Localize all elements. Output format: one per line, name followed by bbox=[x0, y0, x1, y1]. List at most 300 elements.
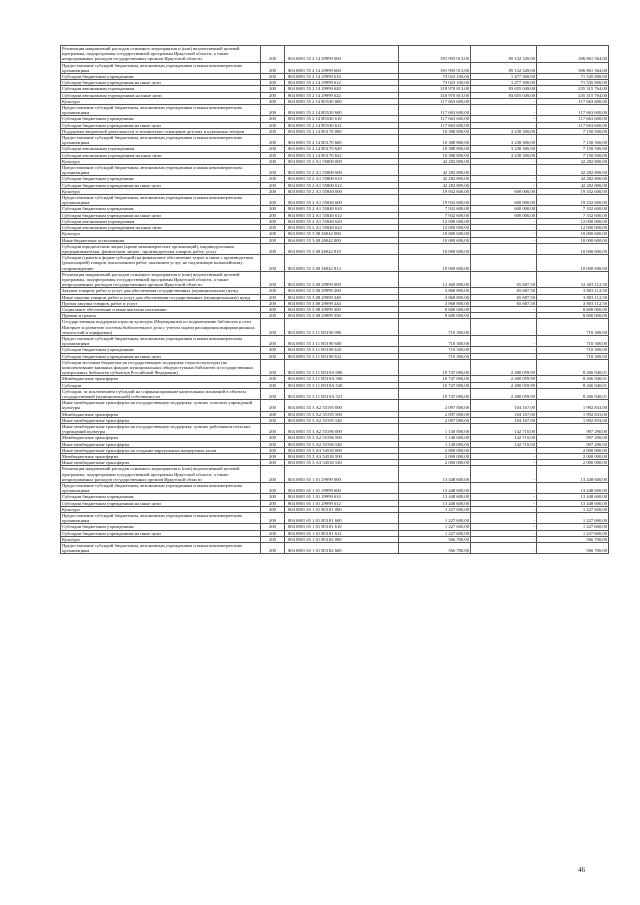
row-remainder: 1 227 600,00 bbox=[537, 530, 609, 536]
table-row bbox=[61, 513, 609, 524]
row-remainder: 42 282 800,00 bbox=[537, 176, 609, 182]
row-kbk: 804 0801 65 1 01 R5182 000 bbox=[285, 536, 399, 542]
row-amount: 117 663 600,00 bbox=[399, 98, 471, 104]
row-remainder: 8 266 940,01 bbox=[537, 382, 609, 388]
row-code: 200 bbox=[261, 152, 285, 158]
budget-table bbox=[60, 45, 609, 554]
row-kbk: 804 0801 55 2 А1 55840 600 bbox=[285, 195, 399, 206]
row-remainder: 235 315 764,00 bbox=[537, 86, 609, 92]
row-kbk: 804 0801 65 1 01 29999 610 bbox=[285, 494, 399, 500]
row-kbk: 804 0801 55 2 А1 55840 620 bbox=[285, 218, 399, 224]
row-kbk: 804 0801 65 1 01 R5181 000 bbox=[285, 506, 399, 512]
row-kbk: 804 0801 55 3 11 R5190 612 bbox=[285, 353, 399, 359]
row-amount: 710 300,00 bbox=[399, 335, 471, 346]
row-amount: 2 097 000,00 bbox=[399, 411, 471, 417]
row-amount: 117 663 600,00 bbox=[399, 105, 471, 116]
row-name: Иные межбюджетные трансферты bbox=[61, 460, 261, 466]
row-execution: 2 480 059,99 bbox=[471, 382, 537, 388]
row-execution: - bbox=[471, 460, 537, 466]
budget-table-body bbox=[61, 46, 609, 554]
row-kbk: 804 0801 55 2 14 29999 600 bbox=[285, 62, 399, 73]
row-name: Субсидии автономным учреждениям на иные цели bbox=[61, 152, 261, 158]
row-name: Субсидии бюджетным учреждениям bbox=[61, 494, 261, 500]
row-remainder: 42 282 800,00 bbox=[537, 165, 609, 176]
row-code: 200 bbox=[261, 441, 285, 447]
row-execution: 600 000,00 bbox=[471, 206, 537, 212]
table-row bbox=[61, 165, 609, 176]
row-amount: 42 282 800,00 bbox=[399, 182, 471, 188]
row-kbk: 804 0801 55 2 14 R5170 000 bbox=[285, 128, 399, 134]
row-execution: 65 687,50 bbox=[471, 271, 537, 288]
row-kbk: 804 0801 55 3 А2 55195 500 bbox=[285, 411, 399, 417]
row-amount: 10 388 800,00 bbox=[399, 135, 471, 146]
row-code: 200 bbox=[261, 231, 285, 237]
row-name: Субсидии автономным учреждениям bbox=[61, 86, 261, 92]
row-code: 200 bbox=[261, 195, 285, 206]
row-name: Социальное обеспечение и иные выплаты населению bbox=[61, 306, 261, 312]
row-execution: - bbox=[471, 231, 537, 237]
row-kbk: 804 0801 55 3 А2 55196 500 bbox=[285, 435, 399, 441]
row-kbk: 804 0801 55 2 14 29999 612 bbox=[285, 80, 399, 86]
row-amount: 10 000 600,00 bbox=[399, 231, 471, 237]
row-execution: - bbox=[471, 122, 537, 128]
row-code: 200 bbox=[261, 165, 285, 176]
row-name: Реализация направлений расходов основного мероприятия и (или) ведомственной целевой программы, подпрограммы государственной программы Иркутской области, а также непрограммных расходов государственных органов Иркутской области bbox=[61, 466, 261, 483]
row-remainder: 7 332 600,00 bbox=[537, 212, 609, 218]
row-amount: 13 448 600,00 bbox=[399, 494, 471, 500]
row-name: Государственная поддержка отрасли культуры (Мероприятия по подключению библиотек к сети Интернет и развитию системы библиотечного дела с учетом задачи расширения информационных технологий и оцифровки) bbox=[61, 319, 261, 336]
row-amount: 710 300,00 bbox=[399, 319, 471, 336]
row-execution: - bbox=[471, 494, 537, 500]
table-row bbox=[61, 288, 609, 294]
row-code: 200 bbox=[261, 536, 285, 542]
row-code: 200 bbox=[261, 212, 285, 218]
row-amount: 13 448 600,00 bbox=[399, 483, 471, 494]
row-kbk: 804 0801 55 3 11 R519А 500 bbox=[285, 376, 399, 382]
row-code: 200 bbox=[261, 319, 285, 336]
row-remainder: 2 000 000,00 bbox=[537, 460, 609, 466]
row-amount: 710 300,00 bbox=[399, 353, 471, 359]
row-amount: 13 448 600,00 bbox=[399, 500, 471, 506]
row-kbk: 804 0801 55 2 14 R5170 620 bbox=[285, 146, 399, 152]
row-amount: 42 282 800,00 bbox=[399, 158, 471, 164]
row-code: 200 bbox=[261, 376, 285, 382]
row-code: 200 bbox=[261, 237, 285, 243]
row-name: Предоставление субсидий бюджетным, автономным учреждениям и иным некоммерческим организациям bbox=[61, 513, 261, 524]
row-kbk: 804 0801 55 3 08 29999 240 bbox=[285, 294, 399, 300]
row-kbk: 804 0801 65 1 01 R5181 600 bbox=[285, 513, 399, 524]
row-execution: 83 655 049,00 bbox=[471, 92, 537, 98]
row-execution: - bbox=[471, 524, 537, 530]
row-amount: 10 747 000,00 bbox=[399, 388, 471, 399]
row-remainder: 10 000 600,00 bbox=[537, 255, 609, 272]
row-kbk: 804 0801 55 3 08 26042 810 bbox=[285, 243, 399, 254]
row-kbk: 804 0801 55 3 А2 55195 540 bbox=[285, 417, 399, 423]
row-amount: 12 000 000,00 bbox=[399, 225, 471, 231]
row-kbk: 804 0801 55 2 А1 55840 610 bbox=[285, 206, 399, 212]
row-code: 200 bbox=[261, 271, 285, 288]
row-code: 200 bbox=[261, 306, 285, 312]
row-amount: 1 227 600,00 bbox=[399, 513, 471, 524]
row-execution: - bbox=[471, 500, 537, 506]
row-remainder: 997 290,00 bbox=[537, 441, 609, 447]
row-remainder: 8 266 940,01 bbox=[537, 388, 609, 399]
row-name: Межбюджетные трансферты bbox=[61, 435, 261, 441]
row-code: 200 bbox=[261, 80, 285, 86]
row-name: Иные межбюджетные трансферты bbox=[61, 417, 261, 423]
row-remainder: 566 700,00 bbox=[537, 536, 609, 542]
row-code: 200 bbox=[261, 206, 285, 212]
row-code: 200 bbox=[261, 483, 285, 494]
row-code: 200 bbox=[261, 92, 285, 98]
row-remainder: 117 663 600,00 bbox=[537, 116, 609, 122]
row-name: Иные межбюджетные трансферты bbox=[61, 441, 261, 447]
row-execution: 142 710,00 bbox=[471, 424, 537, 435]
row-kbk: 804 0801 55 3 11 R5190 610 bbox=[285, 347, 399, 353]
row-code: 200 bbox=[261, 116, 285, 122]
row-remainder: 997 290,00 bbox=[537, 424, 609, 435]
row-code: 200 bbox=[261, 435, 285, 441]
row-name: Субсидии бюджетным учреждениям на иные цели bbox=[61, 122, 261, 128]
table-row bbox=[61, 466, 609, 483]
row-remainder: 3 803 112,50 bbox=[537, 288, 609, 294]
row-code: 200 bbox=[261, 62, 285, 73]
row-name: Предоставление субсидий бюджетным, автономным учреждениям и иным некоммерческим организациям bbox=[61, 335, 261, 346]
row-name: Субсидии бюджетным учреждениям bbox=[61, 176, 261, 182]
row-name: Премии и гранты bbox=[61, 313, 261, 319]
row-name: Иные закупки товаров, работ и услуг для обеспечения государственных (муниципальных) нужд bbox=[61, 294, 261, 300]
row-code: 200 bbox=[261, 128, 285, 134]
row-code: 200 bbox=[261, 353, 285, 359]
table-row bbox=[61, 62, 609, 73]
row-execution: - bbox=[471, 335, 537, 346]
row-kbk: 804 0801 55 2 14 R5530 600 bbox=[285, 105, 399, 116]
row-execution: 3 238 300,00 bbox=[471, 146, 537, 152]
row-remainder: 42 282 800,00 bbox=[537, 182, 609, 188]
row-kbk: 804 0801 55 3 А2 55196 000 bbox=[285, 424, 399, 435]
row-execution: - bbox=[471, 158, 537, 164]
row-execution: - bbox=[471, 319, 537, 336]
row-kbk: 804 0801 55 3 11 R519А 520 bbox=[285, 382, 399, 388]
row-remainder: 13 448 600,00 bbox=[537, 500, 609, 506]
row-amount: 42 282 800,00 bbox=[399, 165, 471, 176]
row-execution: 104 167,00 bbox=[471, 417, 537, 423]
row-name: Предоставление субсидий бюджетным, автономным учреждениям и иным некоммерческим организациям bbox=[61, 165, 261, 176]
row-execution: - bbox=[471, 353, 537, 359]
row-code: 200 bbox=[261, 500, 285, 506]
row-code: 200 bbox=[261, 524, 285, 530]
row-code: 200 bbox=[261, 225, 285, 231]
row-name: Субсидии автономным учреждениям bbox=[61, 146, 261, 152]
row-execution: 85 132 349,00 bbox=[471, 62, 537, 73]
row-execution: - bbox=[471, 237, 537, 243]
row-code: 200 bbox=[261, 388, 285, 399]
row-name: Субсидии бюджетным учреждениям на иные цели bbox=[61, 500, 261, 506]
row-kbk: 804 0801 55 3 08 26042 813 bbox=[285, 255, 399, 272]
table-row bbox=[61, 128, 609, 134]
row-code: 200 bbox=[261, 243, 285, 254]
row-kbk: 804 0801 55 3 11 R5190 000 bbox=[285, 319, 399, 336]
table-row bbox=[61, 319, 609, 336]
row-code: 200 bbox=[261, 460, 285, 466]
row-remainder: 1 992 833,00 bbox=[537, 417, 609, 423]
row-amount: 2 097 000,00 bbox=[399, 417, 471, 423]
row-name: Субсидии, за исключением субсидий на софинансирование капитальных вложений в объекты государственной (муниципальной) собственности bbox=[61, 388, 261, 399]
row-execution: - bbox=[471, 243, 537, 254]
row-code: 200 bbox=[261, 105, 285, 116]
table-row bbox=[61, 135, 609, 146]
row-remainder: 2 000 000,00 bbox=[537, 454, 609, 460]
row-remainder: 8 600 000,00 bbox=[537, 313, 609, 319]
table-row bbox=[61, 152, 609, 158]
row-execution: 1 477 300,00 bbox=[471, 74, 537, 80]
row-code: 200 bbox=[261, 176, 285, 182]
row-name: Субсидии автономным учреждениям на иные цели bbox=[61, 92, 261, 98]
row-remainder: 117 663 600,00 bbox=[537, 105, 609, 116]
row-kbk: 804 0801 55 2 14 R5170 622 bbox=[285, 152, 399, 158]
table-row bbox=[61, 359, 609, 376]
row-amount: 10 747 000,00 bbox=[399, 376, 471, 382]
row-name: Субсидии автономным учреждениям на иные цели bbox=[61, 225, 261, 231]
row-name: Субсидии бюджетным учреждениям bbox=[61, 206, 261, 212]
row-code: 200 bbox=[261, 506, 285, 512]
row-amount: 1 140 000,00 bbox=[399, 441, 471, 447]
row-remainder: 13 448 600,00 bbox=[537, 483, 609, 494]
row-remainder: 12 000 000,00 bbox=[537, 225, 609, 231]
row-code: 200 bbox=[261, 424, 285, 435]
row-amount: 566 700,00 bbox=[399, 543, 471, 554]
row-remainder: 7 150 500,00 bbox=[537, 152, 609, 158]
row-name: Культура bbox=[61, 231, 261, 237]
row-kbk: 804 0801 55 2 14 R5530 610 bbox=[285, 116, 399, 122]
row-execution: - bbox=[471, 506, 537, 512]
row-kbk: 804 0801 65 1 01 29999 600 bbox=[285, 483, 399, 494]
row-amount: 19 932 600,00 bbox=[399, 195, 471, 206]
table-row bbox=[61, 46, 609, 63]
row-remainder: 1 992 833,00 bbox=[537, 411, 609, 417]
row-kbk: 804 0801 55 2 А1 55800 610 bbox=[285, 176, 399, 182]
row-amount: 7 932 600,00 bbox=[399, 206, 471, 212]
row-code: 200 bbox=[261, 218, 285, 224]
row-remainder: 10 000 600,00 bbox=[537, 231, 609, 237]
row-kbk: 804 0801 55 2 А1 55800 000 bbox=[285, 158, 399, 164]
row-execution: - bbox=[471, 543, 537, 554]
row-name: Поддержка творческой деятельности и техническое оснащение детских и кукольных театров bbox=[61, 128, 261, 134]
row-amount: 710 300,00 bbox=[399, 347, 471, 353]
row-kbk: 804 0801 55 2 А1 55840 612 bbox=[285, 212, 399, 218]
row-execution: - bbox=[471, 116, 537, 122]
row-name: Субсидии автономным учреждениям bbox=[61, 218, 261, 224]
row-amount: 12 000 000,00 bbox=[399, 218, 471, 224]
row-kbk: 804 0801 55 3 А2 55196 540 bbox=[285, 441, 399, 447]
row-remainder: 12 403 112,50 bbox=[537, 271, 609, 288]
row-code: 200 bbox=[261, 255, 285, 272]
row-amount: 117 663 600,00 bbox=[399, 116, 471, 122]
row-amount: 10 388 800,00 bbox=[399, 128, 471, 134]
row-execution: - bbox=[471, 536, 537, 542]
row-execution: - bbox=[471, 347, 537, 353]
row-amount: 13 448 600,00 bbox=[399, 466, 471, 483]
table-row bbox=[61, 400, 609, 411]
row-amount: 10 000 600,00 bbox=[399, 255, 471, 272]
row-execution: 2 480 059,99 bbox=[471, 359, 537, 376]
row-amount: 3 868 800,00 bbox=[399, 288, 471, 294]
row-execution: 65 687,50 bbox=[471, 300, 537, 306]
row-amount: 10 747 000,00 bbox=[399, 359, 471, 376]
row-execution: 3 238 300,00 bbox=[471, 128, 537, 134]
row-name: Иные межбюджетные трансферты на государственную поддержку лучших сельских учреждений культуры bbox=[61, 400, 261, 411]
row-name: Субсидии бюджетным учреждениям на иные цели bbox=[61, 353, 261, 359]
row-name: Иные межбюджетные трансферты на государственную поддержку лучших работников сельских учреждений культуры bbox=[61, 424, 261, 435]
row-kbk: 804 0801 65 1 01 R5181 612 bbox=[285, 530, 399, 536]
row-name: Субсидии бюджетным учреждениям bbox=[61, 74, 261, 80]
row-name: Реализация направлений расходов основного мероприятия и (или) ведомственной целевой программы, подпрограммы государственной программы Иркутской области, а также непрограммных расходов государственных органов Иркутской области bbox=[61, 46, 261, 63]
row-amount: 3 868 800,00 bbox=[399, 300, 471, 306]
row-kbk: 804 0801 55 3 А3 54530 000 bbox=[285, 447, 399, 453]
row-amount: 2 000 000,00 bbox=[399, 460, 471, 466]
row-kbk: 804 0801 55 2 А1 55800 612 bbox=[285, 182, 399, 188]
row-execution: - bbox=[471, 165, 537, 176]
row-execution: 3 238 300,00 bbox=[471, 152, 537, 158]
row-execution: - bbox=[471, 530, 537, 536]
row-remainder: 71 545 800,00 bbox=[537, 80, 609, 86]
row-remainder: 1 227 600,00 bbox=[537, 506, 609, 512]
row-kbk: 804 0801 55 3 11 R519А 000 bbox=[285, 359, 399, 376]
row-name: Субсидии bbox=[61, 382, 261, 388]
row-kbk: 804 0801 55 3 08 26042 000 bbox=[285, 231, 399, 237]
row-amount: 10 747 000,00 bbox=[399, 382, 471, 388]
row-remainder: 71 545 800,00 bbox=[537, 74, 609, 80]
table-row bbox=[61, 388, 609, 399]
row-execution: 2 480 059,99 bbox=[471, 376, 537, 382]
row-remainder: 306 861 564,00 bbox=[537, 46, 609, 63]
row-kbk: 804 0801 65 1 01 29999 000 bbox=[285, 466, 399, 483]
row-kbk: 804 0801 55 2 14 R5530 000 bbox=[285, 98, 399, 104]
row-remainder: 42 282 800,00 bbox=[537, 158, 609, 164]
row-remainder: 10 000 600,00 bbox=[537, 243, 609, 254]
row-remainder: 7 150 500,00 bbox=[537, 135, 609, 146]
row-amount: 1 140 000,00 bbox=[399, 435, 471, 441]
table-row bbox=[61, 105, 609, 116]
row-amount: 566 700,00 bbox=[399, 536, 471, 542]
row-remainder: 1 227 600,00 bbox=[537, 524, 609, 530]
row-code: 200 bbox=[261, 146, 285, 152]
row-code: 200 bbox=[261, 158, 285, 164]
row-amount: 8 600 000,00 bbox=[399, 313, 471, 319]
row-execution: 85 132 349,00 bbox=[471, 46, 537, 63]
row-name: Межбюджетные трансферты bbox=[61, 454, 261, 460]
row-execution: - bbox=[471, 454, 537, 460]
row-execution: 104 167,00 bbox=[471, 411, 537, 417]
row-code: 200 bbox=[261, 454, 285, 460]
row-execution: 142 710,00 bbox=[471, 441, 537, 447]
row-remainder: 7 150 500,00 bbox=[537, 128, 609, 134]
row-kbk: 804 0801 55 3 08 29999 200 bbox=[285, 288, 399, 294]
row-execution: - bbox=[471, 98, 537, 104]
row-amount: 318 970 813,00 bbox=[399, 86, 471, 92]
row-execution: 65 687,50 bbox=[471, 294, 537, 300]
row-amount: 42 282 800,00 bbox=[399, 176, 471, 182]
row-name: Межбюджетные трансферты bbox=[61, 376, 261, 382]
table-row bbox=[61, 543, 609, 554]
row-code: 200 bbox=[261, 513, 285, 524]
row-remainder: 117 663 600,00 bbox=[537, 98, 609, 104]
row-execution: - bbox=[471, 513, 537, 524]
row-amount: 3 868 800,00 bbox=[399, 294, 471, 300]
row-code: 200 bbox=[261, 417, 285, 423]
row-remainder: 13 448 600,00 bbox=[537, 466, 609, 483]
row-amount: 10 388 800,00 bbox=[399, 146, 471, 152]
row-remainder: 710 300,00 bbox=[537, 353, 609, 359]
row-code: 200 bbox=[261, 335, 285, 346]
row-kbk: 804 0801 65 1 01 R5182 600 bbox=[285, 543, 399, 554]
row-code: 200 bbox=[261, 135, 285, 146]
row-remainder: 1 992 833,00 bbox=[537, 400, 609, 411]
row-remainder: 2 000 000,00 bbox=[537, 447, 609, 453]
row-kbk: 804 0801 55 2 14 29999 610 bbox=[285, 74, 399, 80]
row-remainder: 8 266 940,01 bbox=[537, 359, 609, 376]
table-row bbox=[61, 80, 609, 86]
row-amount: 117 663 600,00 bbox=[399, 122, 471, 128]
row-name: Иные межбюджетные трансферты на создание виртуальных концертных залов bbox=[61, 447, 261, 453]
row-remainder: 8 266 940,01 bbox=[537, 376, 609, 382]
row-amount: 2 000 000,00 bbox=[399, 447, 471, 453]
row-kbk: 804 0801 55 3 А3 54530 540 bbox=[285, 460, 399, 466]
row-remainder: 7 332 600,00 bbox=[537, 206, 609, 212]
row-name: Субсидии бюджетным учреждениям на иные цели bbox=[61, 530, 261, 536]
row-name: Культура bbox=[61, 188, 261, 194]
row-code: 200 bbox=[261, 122, 285, 128]
row-amount: 2 097 000,00 bbox=[399, 400, 471, 411]
row-remainder: 3 803 112,50 bbox=[537, 300, 609, 306]
row-amount: 10 388 800,00 bbox=[399, 152, 471, 158]
table-row bbox=[61, 294, 609, 300]
row-name: Предоставление субсидий бюджетным, автономным учреждениям и иным некоммерческим организациям bbox=[61, 543, 261, 554]
row-remainder: 710 300,00 bbox=[537, 347, 609, 353]
row-code: 200 bbox=[261, 46, 285, 63]
row-name: Субсидии бюджетным учреждениям bbox=[61, 347, 261, 353]
row-remainder: 566 700,00 bbox=[537, 543, 609, 554]
row-remainder: 3 803 112,50 bbox=[537, 294, 609, 300]
row-kbk: 804 0801 55 2 А1 55840 000 bbox=[285, 188, 399, 194]
row-name: Реализация направлений расходов основного мероприятия и (или) ведомственной целевой программы, подпрограммы государственной программы Иркутской области, а также непрограммных расходов государственных органов Иркутской области bbox=[61, 271, 261, 288]
row-name: Субсидии бюджетным учреждениям на иные цели bbox=[61, 182, 261, 188]
row-code: 200 bbox=[261, 359, 285, 376]
row-remainder: 19 332 600,00 bbox=[537, 195, 609, 206]
row-kbk: 804 0801 55 3 08 29999 350 bbox=[285, 313, 399, 319]
row-name: Предоставление субсидий бюджетным, автономным учреждениям и иным некоммерческим организациям bbox=[61, 105, 261, 116]
row-execution: - bbox=[471, 447, 537, 453]
row-execution: 65 687,50 bbox=[471, 288, 537, 294]
row-code: 200 bbox=[261, 466, 285, 483]
row-name: Культура bbox=[61, 536, 261, 542]
row-name: Субсидии бюджетным учреждениям bbox=[61, 524, 261, 530]
table-row bbox=[61, 243, 609, 254]
row-code: 200 bbox=[261, 288, 285, 294]
row-remainder: 8 600 000,00 bbox=[537, 306, 609, 312]
row-code: 200 bbox=[261, 313, 285, 319]
row-kbk: 804 0801 55 3 08 29999 244 bbox=[285, 300, 399, 306]
row-name: Закупка товаров, работ и услуг для обеспечения государственных (муниципальных) нужд bbox=[61, 288, 261, 294]
row-kbk: 804 0801 55 2 А1 55800 600 bbox=[285, 165, 399, 176]
table-row bbox=[61, 424, 609, 435]
row-kbk: 804 0801 55 3 А2 55195 000 bbox=[285, 400, 399, 411]
row-code: 200 bbox=[261, 294, 285, 300]
row-name: Предоставление субсидий бюджетным, автономным учреждениям и иным некоммерческим организациям bbox=[61, 135, 261, 146]
row-kbk: 804 0801 55 2 14 29999 620 bbox=[285, 86, 399, 92]
row-remainder: 235 315 764,00 bbox=[537, 92, 609, 98]
row-execution: - bbox=[471, 225, 537, 231]
